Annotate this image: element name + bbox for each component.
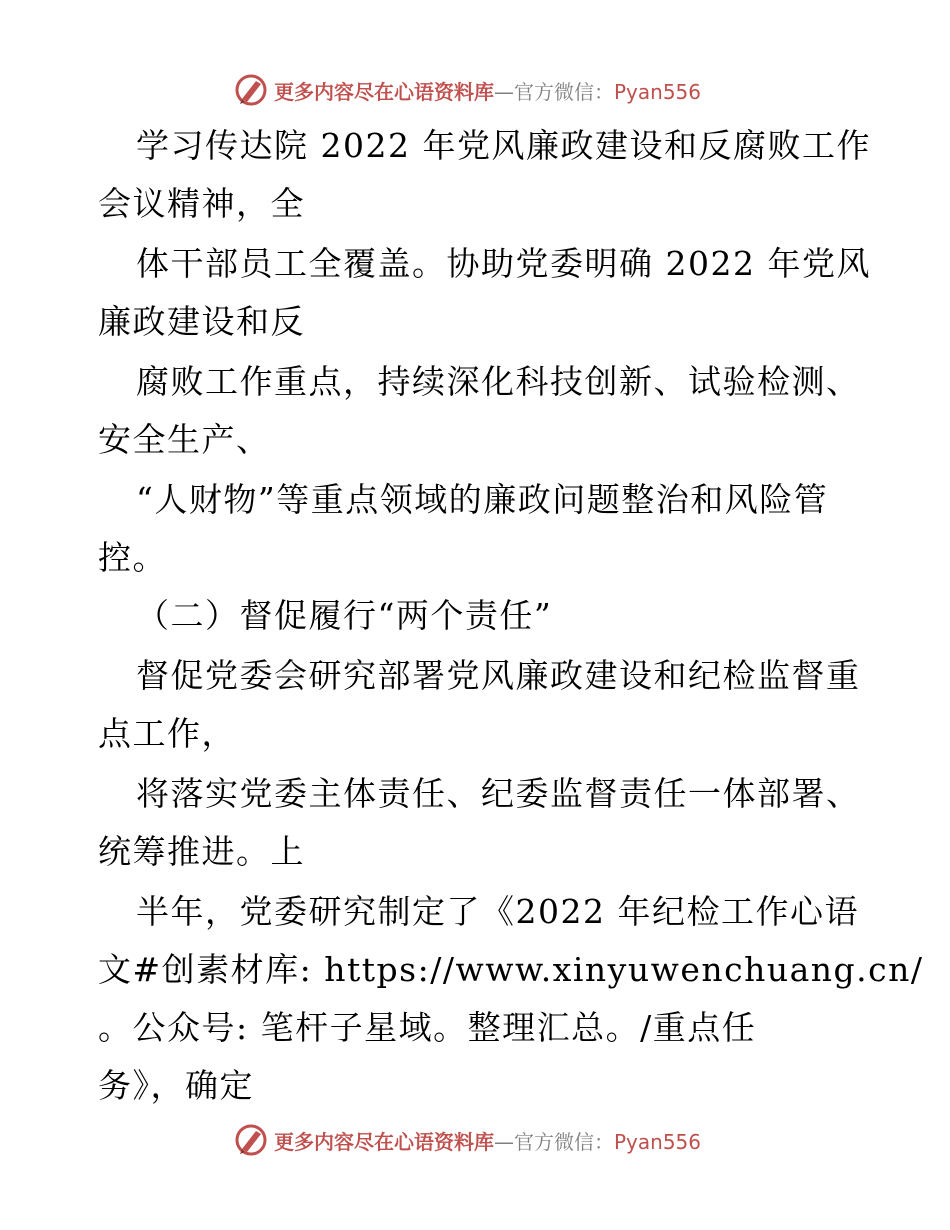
paragraph-line: 。公众号: 笔杆子星域。整理汇总。/重点任 bbox=[98, 1008, 757, 1047]
banner-dash: — bbox=[494, 79, 514, 104]
paragraph-line: 控。 bbox=[98, 538, 167, 577]
pen-circle-logo-icon bbox=[234, 73, 268, 107]
paragraph-line: 督促党委会研究部署党风廉政建设和纪检监督重 bbox=[136, 656, 861, 695]
banner-main-text: 更多内容尽在心语资料库 bbox=[274, 1129, 494, 1154]
paragraph-line: 腐败工作重点，持续深化科技创新、试验检测、 bbox=[136, 362, 861, 401]
paragraph-line: 点工作， bbox=[98, 714, 236, 753]
banner-main-text: 更多内容尽在心语资料库 bbox=[274, 79, 494, 104]
header-banner bbox=[234, 70, 701, 110]
banner-wechat-id: Pyan556 bbox=[614, 79, 702, 104]
paragraph-line: 文#创素材库: https://www.xinyuwenchuang.cn/ bbox=[98, 950, 924, 989]
paragraph-line: “人财物”等重点领域的廉政问题整治和风险管 bbox=[136, 480, 829, 519]
paragraph-line: 学习传达院 2022 年党风廉政建设和反腐败工作 bbox=[136, 126, 871, 165]
header-banner-text bbox=[274, 76, 701, 105]
pen-circle-logo-icon bbox=[234, 1123, 268, 1157]
banner-wechat-id: Pyan556 bbox=[614, 1129, 702, 1154]
footer-banner-text bbox=[274, 1126, 701, 1155]
paragraph-line: 半年，党委研究制定了《2022 年纪检工作心语 bbox=[136, 892, 859, 931]
paragraph-line: 务》，确定 bbox=[98, 1066, 254, 1105]
paragraph-line: 廉政建设和反 bbox=[98, 302, 305, 341]
banner-dash: — bbox=[494, 1129, 514, 1154]
paragraph-line: 体干部员工全覆盖。协助党委明确 2022 年党风 bbox=[136, 244, 871, 283]
paragraph-line: 会议精神，全 bbox=[98, 184, 305, 223]
banner-wechat-label: 官方微信： bbox=[514, 79, 614, 104]
banner-wechat-label: 官方微信： bbox=[514, 1129, 614, 1154]
paragraph-line: 将落实党委主体责任、纪委监督责任一体部署、 bbox=[136, 774, 861, 813]
paragraph-line: 统筹推进。上 bbox=[98, 832, 305, 871]
paragraph-line: 安全生产、 bbox=[98, 420, 271, 459]
footer-banner bbox=[234, 1120, 701, 1160]
section-heading: （二）督促履行“两个责任” bbox=[136, 596, 553, 635]
